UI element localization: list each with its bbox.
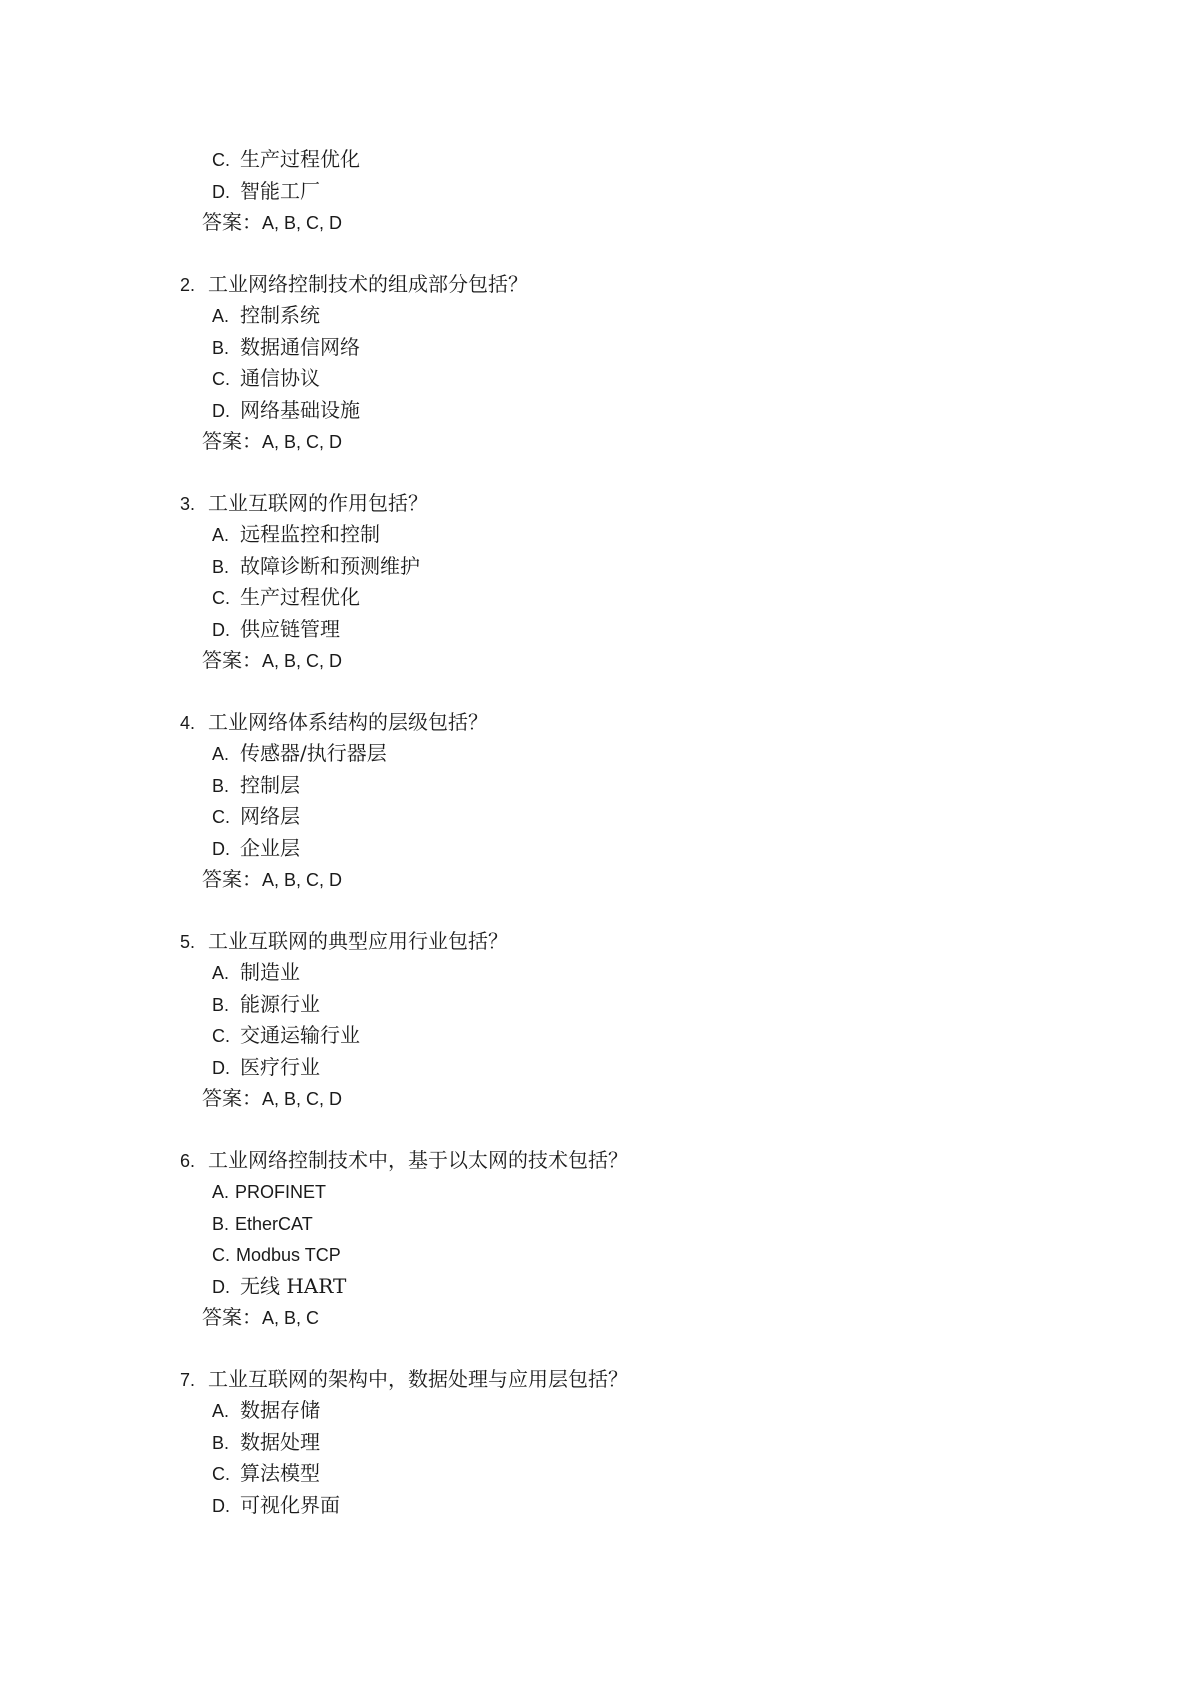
option-letter: D. [212, 181, 230, 202]
answer-value: A, B, C, D [262, 432, 343, 452]
option-text: 算法模型 [240, 1461, 320, 1485]
answer-value: A, B, C [262, 1308, 320, 1328]
question-title [180, 707, 1080, 739]
question-block [180, 707, 1080, 896]
question-block [180, 1364, 1080, 1522]
option-text: 数据存储 [240, 1398, 320, 1422]
option-text: 通信协议 [240, 366, 320, 390]
option-row [180, 363, 1080, 395]
question-list [180, 144, 1080, 1521]
question-title [180, 926, 1080, 958]
question-number: 2. [180, 274, 196, 295]
option-text: 远程监控和控制 [240, 522, 380, 546]
answer-row [180, 207, 1080, 239]
option-row [180, 1052, 1080, 1084]
option-text: 故障诊断和预测维护 [240, 553, 420, 578]
option-row [180, 300, 1080, 332]
option-row [180, 738, 1080, 770]
question-block [180, 488, 1080, 677]
answer-value: A, B, C, D [262, 870, 343, 890]
option-text: 可视化界面 [240, 1492, 340, 1517]
question-text: 工业网络控制技术中，基于以太网的技术包括？ [208, 1147, 628, 1172]
option-row [180, 1176, 1080, 1208]
option-letter: C. [212, 1245, 230, 1265]
question-text: 工业互联网的架构中，数据处理与应用层包括？ [208, 1366, 628, 1391]
question-number: 3. [180, 493, 196, 514]
option-text: 企业层 [240, 835, 300, 860]
option-letter: B. [212, 337, 230, 358]
option-letter: B. [212, 775, 230, 796]
option-row [180, 1239, 1080, 1271]
option-text: 网络层 [240, 804, 300, 828]
answer-row [180, 426, 1080, 458]
option-letter: C. [212, 1464, 230, 1484]
option-row [180, 801, 1080, 833]
answer-row [180, 1083, 1080, 1115]
option-text: 网络基础设施 [240, 397, 360, 422]
answer-label: 答案： [202, 1305, 262, 1329]
option-row [180, 989, 1080, 1021]
option-letter: A. [212, 1401, 230, 1421]
question-text: 工业互联网的作用包括？ [208, 490, 428, 515]
question-number: 7. [180, 1369, 196, 1390]
option-row [180, 519, 1080, 551]
option-row [180, 395, 1080, 427]
option-letter: C. [212, 369, 230, 389]
spacer [180, 458, 1080, 488]
option-text: 控制系统 [240, 303, 320, 327]
option-row [180, 833, 1080, 865]
option-text: PROFINET [235, 1182, 327, 1202]
spacer [180, 1334, 1080, 1364]
option-text: 医疗行业 [240, 1054, 320, 1079]
question-text: 工业互联网的典型应用行业包括？ [208, 928, 508, 953]
option-row [180, 144, 1080, 176]
option-row [180, 1490, 1080, 1522]
question-block [180, 1145, 1080, 1334]
spacer [180, 239, 1080, 269]
option-letter: A. [212, 525, 230, 545]
option-letter: B. [212, 994, 230, 1015]
option-letter: D. [212, 619, 230, 640]
option-text: 数据通信网络 [240, 334, 360, 359]
option-letter: D. [212, 838, 230, 859]
option-text: Modbus TCP [236, 1245, 341, 1265]
option-letter: A. [212, 1182, 230, 1202]
option-text: EtherCAT [235, 1213, 313, 1234]
option-row [180, 332, 1080, 364]
question-number: 5. [180, 931, 196, 952]
option-text: 制造业 [240, 960, 300, 984]
option-row [180, 1458, 1080, 1490]
option-row [180, 1208, 1080, 1240]
answer-label: 答案： [202, 1086, 262, 1110]
answer-label: 答案： [202, 210, 262, 234]
questions-container [180, 269, 1080, 1522]
option-text: 控制层 [240, 772, 300, 797]
question-block [180, 269, 1080, 458]
question-number: 4. [180, 712, 196, 733]
option-text: 传感器/执行器层 [240, 741, 387, 765]
answer-row [180, 1302, 1080, 1334]
answer-label: 答案： [202, 429, 262, 453]
question-number: 6. [180, 1150, 196, 1171]
option-letter: D. [212, 400, 230, 421]
option-text: 交通运输行业 [240, 1023, 360, 1047]
partial-question [180, 144, 1080, 239]
question-title [180, 488, 1080, 520]
option-letter: A. [212, 963, 230, 983]
spacer [180, 896, 1080, 926]
option-row [180, 614, 1080, 646]
option-letter: C. [212, 150, 230, 170]
answer-label: 答案： [202, 648, 262, 672]
option-row [180, 176, 1080, 208]
option-letter: C. [212, 588, 230, 608]
option-row [180, 582, 1080, 614]
option-text: 供应链管理 [240, 616, 340, 641]
question-title [180, 1145, 1080, 1177]
option-text: 生产过程优化 [240, 147, 360, 171]
answer-value: A, B, C, D [262, 213, 343, 233]
option-row [180, 551, 1080, 583]
spacer [180, 1115, 1080, 1145]
option-letter: D. [212, 1495, 230, 1516]
option-letter: D. [212, 1276, 230, 1297]
option-text: 无线 HART [240, 1273, 347, 1298]
option-letter: C. [212, 1026, 230, 1046]
answer-label: 答案： [202, 867, 262, 891]
option-letter: D. [212, 1057, 230, 1078]
option-row [180, 770, 1080, 802]
option-row [180, 1427, 1080, 1459]
question-text: 工业网络体系结构的层级包括？ [208, 709, 488, 734]
option-row [180, 1395, 1080, 1427]
option-letter: A. [212, 306, 230, 326]
option-text: 数据处理 [240, 1429, 320, 1454]
option-text: 智能工厂 [240, 178, 320, 203]
option-text: 能源行业 [240, 991, 320, 1016]
question-title [180, 269, 1080, 301]
option-letter: B. [212, 1213, 230, 1234]
option-row [180, 1020, 1080, 1052]
option-text: 生产过程优化 [240, 585, 360, 609]
question-text: 工业网络控制技术的组成部分包括？ [208, 271, 528, 296]
answer-value: A, B, C, D [262, 651, 343, 671]
question-title [180, 1364, 1080, 1396]
answer-row [180, 864, 1080, 896]
answer-value: A, B, C, D [262, 1089, 343, 1109]
option-row [180, 957, 1080, 989]
option-letter: B. [212, 556, 230, 577]
option-row [180, 1271, 1080, 1303]
option-letter: A. [212, 744, 230, 764]
question-block [180, 926, 1080, 1115]
option-letter: B. [212, 1432, 230, 1453]
option-letter: C. [212, 807, 230, 827]
spacer [180, 677, 1080, 707]
answer-row [180, 645, 1080, 677]
